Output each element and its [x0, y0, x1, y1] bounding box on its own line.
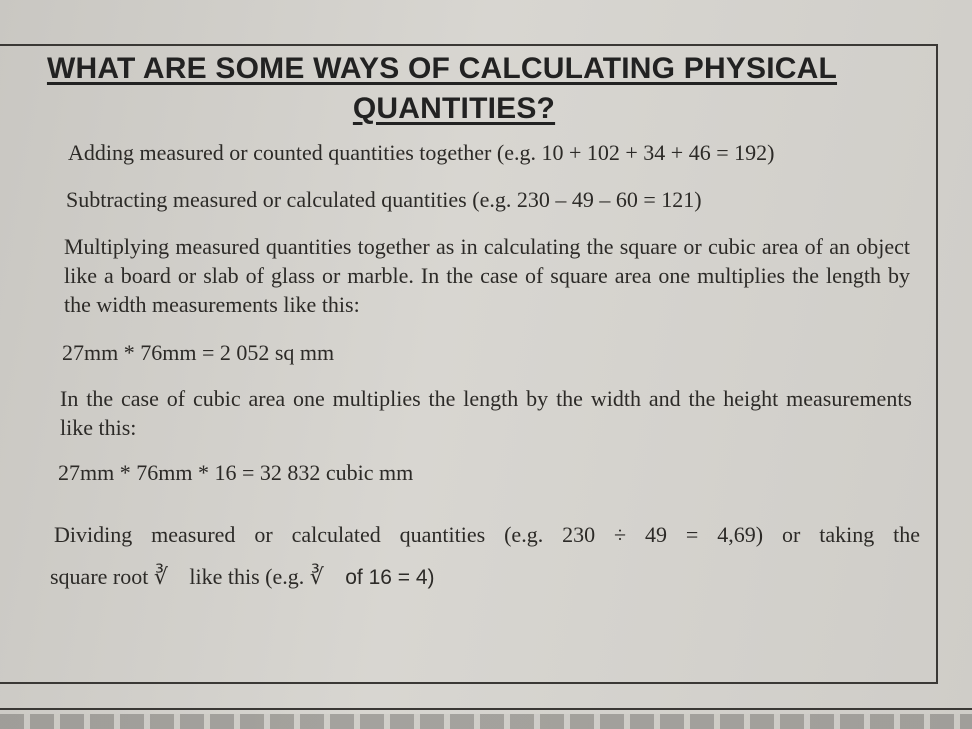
paragraph-adding: Adding measured or counted quantities together (e.g. 10 + 102 + 34 + 46 = 192) [68, 140, 775, 165]
sqrt-prefix-text: square root [50, 564, 149, 589]
paragraph-cubic-intro: In the case of cubic area one multiplies the length by the width and the height measurements like this: [60, 386, 912, 440]
cubic-area-example: 27mm * 76mm * 16 = 32 832 cubic mm [58, 460, 414, 485]
sqrt-suffix-text: of 16 = 4) [345, 566, 435, 589]
paragraph-square-root [50, 562, 435, 592]
section-divider [0, 708, 972, 710]
paragraph-multiplying: Multiplying measured quantities together as in calculating the square or cubic area of an object like a board or slab of glass or marble. In the case of square area one multiplies the length by the width measurements like this: [64, 234, 910, 317]
heading-line-2: QUANTITIES? [352, 92, 556, 125]
paragraph-subtracting: Subtracting measured or calculated quantities (e.g. 230 – 49 – 60 = 121) [66, 187, 702, 212]
square-root-icon: ∛ [153, 565, 168, 590]
paragraph-dividing: Dividing measured or calculated quantities (e.g. 230 ÷ 49 = 4,69) or taking the [54, 522, 920, 547]
next-heading-fragment [0, 714, 972, 729]
square-area-example: 27mm * 76mm = 2 052 sq mm [62, 340, 335, 365]
square-root-icon-2: ∛ [309, 565, 324, 590]
heading-line-1: WHAT ARE SOME WAYS OF CALCULATING PHYSICAL [46, 52, 838, 85]
sqrt-middle-text: like this (e.g. [189, 564, 305, 589]
